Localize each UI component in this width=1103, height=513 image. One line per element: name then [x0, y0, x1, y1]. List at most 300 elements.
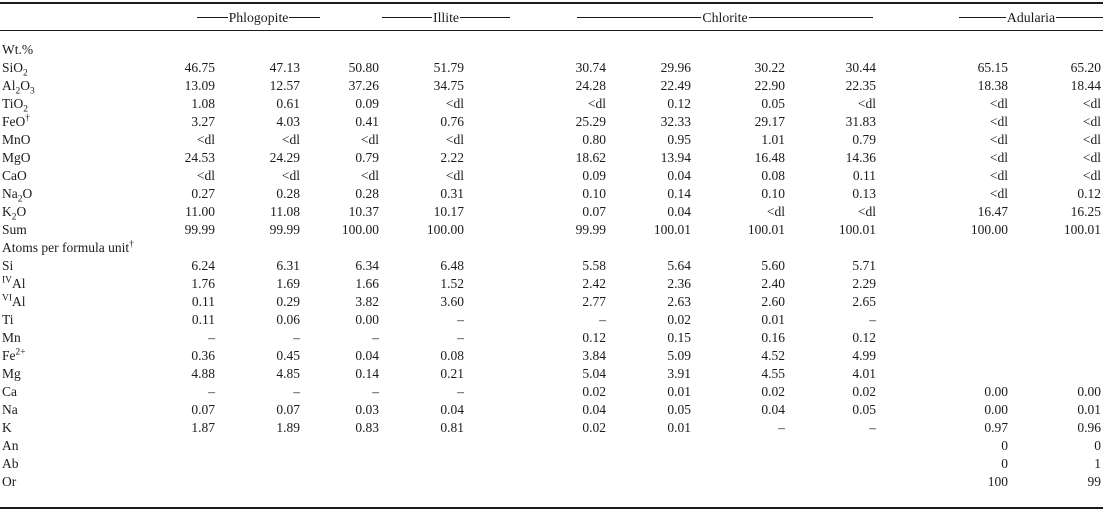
cell-value: 0.12: [852, 330, 876, 345]
cell-value: 32.33: [660, 114, 691, 129]
cell-value: [150, 455, 217, 473]
cell-value: 14.36: [845, 150, 876, 165]
cell-value: 30.74: [575, 60, 606, 75]
cell-value: [381, 41, 466, 59]
cell-value: 2.42: [582, 276, 606, 291]
row-label: Mn: [2, 330, 21, 345]
cell-value: 0.97: [984, 420, 1008, 435]
cell-value: 0.04: [582, 402, 606, 417]
cell-value: 0.03: [355, 402, 379, 417]
cell-value: 0.36: [191, 348, 215, 363]
cell-value: 99: [1087, 474, 1101, 489]
cell-value: 0.06: [276, 312, 300, 327]
cell-value: [878, 329, 1010, 347]
cell-value: 0.04: [355, 348, 379, 363]
cell-value: 11.08: [270, 204, 300, 219]
cell-value: 0.02: [761, 384, 785, 399]
cell-value: [150, 239, 217, 257]
cell-value: [787, 41, 878, 59]
cell-value: <dl: [281, 168, 300, 183]
cell-value: 6.48: [440, 258, 464, 273]
cell-value: 0.29: [276, 294, 300, 309]
cell-value: 29.96: [660, 60, 691, 75]
row-label: Ca: [2, 384, 17, 399]
cell-value: [693, 437, 787, 455]
cell-value: 0.05: [761, 96, 785, 111]
cell-value: 18.62: [575, 150, 606, 165]
cell-value: 47.13: [269, 60, 300, 75]
header-dash-line: [197, 17, 228, 18]
cell-value: [787, 473, 878, 491]
cell-value: [878, 239, 1010, 257]
table-row: [0, 455, 1103, 473]
cell-value: 5.71: [852, 258, 876, 273]
table-row: [0, 95, 1103, 113]
cell-value: 65.15: [977, 60, 1008, 75]
cell-value: 0.08: [761, 168, 785, 183]
cell-value: 0.01: [761, 312, 785, 327]
cell-value: <dl: [196, 168, 215, 183]
cell-value: –: [208, 330, 215, 345]
row-label: Mg: [2, 366, 21, 381]
cell-value: [302, 41, 381, 59]
cell-value: [878, 311, 1010, 329]
cell-value: 4.52: [761, 348, 785, 363]
cell-value: 16.47: [977, 204, 1008, 219]
cell-value: 100.01: [838, 222, 876, 237]
cell-value: [1010, 329, 1103, 347]
cell-value: 1.89: [276, 420, 300, 435]
header-rule: [0, 30, 1103, 31]
cell-value: <dl: [360, 132, 379, 147]
row-label: Or: [2, 474, 17, 489]
cell-value: [150, 437, 217, 455]
cell-value: 0.31: [440, 186, 464, 201]
cell-value: [1010, 257, 1103, 275]
cell-value: 0.02: [582, 384, 606, 399]
cell-value: –: [208, 384, 215, 399]
row-label: $^{VI}$Al: [2, 293, 26, 309]
cell-value: 0.02: [582, 420, 606, 435]
cell-value: 0.14: [355, 366, 379, 381]
group-label-adularia: Adularia: [1006, 10, 1056, 25]
header-dash-line: [577, 17, 701, 18]
cell-value: 0.13: [852, 186, 876, 201]
cell-value: 1.76: [191, 276, 215, 291]
cell-value: 0.61: [276, 96, 300, 111]
cell-value: 0.05: [852, 402, 876, 417]
row-label: $Fe^{2+}$: [2, 347, 26, 363]
cell-value: 4.99: [852, 348, 876, 363]
cell-value: 1.69: [276, 276, 300, 291]
cell-value: [878, 41, 1010, 59]
cell-value: 0.10: [761, 186, 785, 201]
cell-value: 0.07: [276, 402, 300, 417]
section-row: [0, 239, 1103, 257]
table-row: [0, 419, 1103, 437]
cell-value: 0.21: [440, 366, 464, 381]
cell-value: [608, 455, 693, 473]
table-row: [0, 311, 1103, 329]
row-label: Si: [2, 258, 14, 273]
cell-value: 6.24: [191, 258, 215, 273]
cell-value: 0.00: [984, 384, 1008, 399]
cell-value: 18.44: [1070, 78, 1101, 93]
cell-value: <dl: [857, 204, 876, 219]
column-group-chlorite: [577, 8, 873, 27]
cell-value: –: [457, 312, 464, 327]
cell-value: 100.00: [970, 222, 1008, 237]
cell-value: 0.08: [440, 348, 464, 363]
cell-value: [466, 437, 608, 455]
cell-value: [381, 437, 466, 455]
cell-value: [1010, 41, 1103, 59]
cell-value: 0.02: [667, 312, 691, 327]
cell-value: [217, 437, 302, 455]
cell-value: –: [599, 312, 606, 327]
cell-value: <dl: [281, 132, 300, 147]
cell-value: [878, 347, 1010, 365]
cell-value: [787, 455, 878, 473]
cell-value: 5.04: [582, 366, 606, 381]
cell-value: 3.27: [191, 114, 215, 129]
cell-value: 6.31: [276, 258, 300, 273]
cell-value: 11.00: [185, 204, 215, 219]
cell-value: 99.99: [184, 222, 215, 237]
cell-value: 4.85: [276, 366, 300, 381]
cell-value: 3.91: [667, 366, 691, 381]
table-row: [0, 149, 1103, 167]
cell-value: 0.16: [761, 330, 785, 345]
column-group-adularia: [959, 8, 1103, 27]
cell-value: [1010, 365, 1103, 383]
row-label: MnO: [2, 132, 31, 147]
cell-value: 5.58: [582, 258, 606, 273]
cell-value: <dl: [445, 132, 464, 147]
row-label: MgO: [2, 150, 31, 165]
cell-value: 2.36: [667, 276, 691, 291]
row-label: FeO†: [2, 113, 30, 129]
row-label: K: [2, 420, 12, 435]
table-body: [0, 41, 1103, 491]
cell-value: 0.11: [191, 312, 215, 327]
table-row: [0, 329, 1103, 347]
cell-value: 24.53: [184, 150, 215, 165]
cell-value: 0.00: [1077, 384, 1101, 399]
cell-value: 2.22: [440, 150, 464, 165]
cell-value: [787, 239, 878, 257]
cell-value: [302, 455, 381, 473]
column-group-illite: [382, 8, 510, 27]
cell-value: 0: [1094, 438, 1101, 453]
cell-value: [381, 239, 466, 257]
row-label: $Na_2O$: [2, 186, 33, 205]
cell-value: 100.01: [747, 222, 785, 237]
table-row: [0, 113, 1103, 131]
cell-value: 0.09: [582, 168, 606, 183]
cell-value: [150, 473, 217, 491]
table-row: [0, 131, 1103, 149]
cell-value: [1010, 239, 1103, 257]
top-rule: [0, 2, 1103, 4]
cell-value: 0.96: [1077, 420, 1101, 435]
cell-value: 100.00: [426, 222, 464, 237]
cell-value: <dl: [587, 96, 606, 111]
section-row: [0, 41, 1103, 59]
cell-value: [150, 41, 217, 59]
cell-value: [878, 365, 1010, 383]
cell-value: 25.29: [575, 114, 606, 129]
cell-value: [217, 239, 302, 257]
cell-value: 0.28: [276, 186, 300, 201]
cell-value: 4.03: [276, 114, 300, 129]
cell-value: [693, 239, 787, 257]
cell-value: 0.09: [355, 96, 379, 111]
cell-value: [381, 473, 466, 491]
table-row: [0, 185, 1103, 203]
cell-value: 3.84: [582, 348, 606, 363]
cell-value: 0.01: [667, 420, 691, 435]
cell-value: 1: [1094, 456, 1101, 471]
cell-value: –: [869, 420, 876, 435]
cell-value: 2.40: [761, 276, 785, 291]
cell-value: 99.99: [575, 222, 606, 237]
cell-value: [466, 455, 608, 473]
cell-value: [608, 437, 693, 455]
cell-value: [302, 239, 381, 257]
cell-value: 2.63: [667, 294, 691, 309]
cell-value: 18.38: [977, 78, 1008, 93]
cell-value: 0.11: [852, 168, 876, 183]
cell-value: –: [293, 330, 300, 345]
cell-value: [608, 41, 693, 59]
cell-value: 0.04: [440, 402, 464, 417]
table-row: [0, 401, 1103, 419]
cell-value: –: [372, 384, 379, 399]
cell-value: <dl: [1082, 150, 1101, 165]
cell-value: 0.12: [582, 330, 606, 345]
cell-value: 13.94: [660, 150, 691, 165]
cell-value: [217, 473, 302, 491]
cell-value: 24.29: [269, 150, 300, 165]
cell-value: –: [293, 384, 300, 399]
cell-value: 5.60: [761, 258, 785, 273]
cell-value: 16.25: [1070, 204, 1101, 219]
column-group-phlogopite: [197, 8, 320, 27]
cell-value: 13.09: [184, 78, 215, 93]
group-label-phlogopite: Phlogopite: [228, 10, 289, 25]
cell-value: 37.26: [348, 78, 379, 93]
row-label: SiO$_2$: [2, 60, 28, 79]
cell-value: 0.04: [667, 168, 691, 183]
cell-value: [466, 473, 608, 491]
cell-value: 34.75: [433, 78, 464, 93]
cell-value: 22.90: [754, 78, 785, 93]
cell-value: <dl: [989, 96, 1008, 111]
header-dash-line: [749, 17, 873, 18]
table-row: [0, 77, 1103, 95]
cell-value: <dl: [196, 132, 215, 147]
cell-value: 24.28: [575, 78, 606, 93]
cell-value: 0.95: [667, 132, 691, 147]
cell-value: 3.60: [440, 294, 464, 309]
group-label-chlorite: Chlorite: [702, 10, 748, 25]
cell-value: [693, 455, 787, 473]
cell-value: 0.00: [984, 402, 1008, 417]
row-label: Ti: [2, 312, 14, 327]
cell-value: <dl: [445, 168, 464, 183]
cell-value: 2.60: [761, 294, 785, 309]
cell-value: [608, 473, 693, 491]
cell-value: 46.75: [184, 60, 215, 75]
cell-value: 0.07: [582, 204, 606, 219]
cell-value: 0.80: [582, 132, 606, 147]
cell-value: [878, 275, 1010, 293]
cell-value: 10.17: [433, 204, 464, 219]
table-row: [0, 167, 1103, 185]
cell-value: 0.15: [667, 330, 691, 345]
table-row: [0, 257, 1103, 275]
cell-value: [1010, 311, 1103, 329]
row-label: CaO: [2, 168, 27, 183]
cell-value: 2.29: [852, 276, 876, 291]
cell-value: 0.05: [667, 402, 691, 417]
cell-value: 0.76: [440, 114, 464, 129]
row-label: Sum: [2, 222, 27, 237]
cell-value: [1010, 275, 1103, 293]
table-row: [0, 473, 1103, 491]
cell-value: 0.14: [667, 186, 691, 201]
cell-value: <dl: [989, 168, 1008, 183]
cell-value: [1010, 347, 1103, 365]
cell-value: [466, 41, 608, 59]
table-row: [0, 437, 1103, 455]
cell-value: [878, 257, 1010, 275]
cell-value: 31.83: [845, 114, 876, 129]
table-row: [0, 365, 1103, 383]
cell-value: [466, 239, 608, 257]
cell-value: <dl: [1082, 96, 1101, 111]
cell-value: –: [869, 312, 876, 327]
cell-value: 29.17: [754, 114, 785, 129]
cell-value: 0.02: [852, 384, 876, 399]
cell-value: 6.34: [355, 258, 379, 273]
cell-value: 0.27: [191, 186, 215, 201]
cell-value: [693, 41, 787, 59]
cell-value: 30.44: [845, 60, 876, 75]
header-dash-line: [289, 17, 320, 18]
cell-value: 1.66: [355, 276, 379, 291]
cell-value: [217, 41, 302, 59]
cell-value: 0.07: [191, 402, 215, 417]
table-row: [0, 203, 1103, 221]
cell-value: –: [457, 330, 464, 345]
row-label: $^{IV}$Al: [2, 275, 26, 291]
cell-value: –: [778, 420, 785, 435]
cell-value: 0.83: [355, 420, 379, 435]
row-label: $K_2O$: [2, 204, 27, 223]
cell-value: 10.37: [348, 204, 379, 219]
table-row: [0, 293, 1103, 311]
table-row: [0, 275, 1103, 293]
cell-value: 0.04: [761, 402, 785, 417]
cell-value: 0: [1001, 438, 1008, 453]
cell-value: 5.64: [667, 258, 691, 273]
cell-value: 50.80: [348, 60, 379, 75]
row-label: Wt.%: [2, 42, 34, 57]
table-row: [0, 347, 1103, 365]
cell-value: <dl: [360, 168, 379, 183]
cell-value: 0.04: [667, 204, 691, 219]
header-dash-line: [382, 17, 432, 18]
cell-value: 100.01: [1063, 222, 1101, 237]
cell-value: 4.55: [761, 366, 785, 381]
cell-value: 12.57: [269, 78, 300, 93]
cell-value: [608, 239, 693, 257]
cell-value: <dl: [445, 96, 464, 111]
cell-value: [878, 293, 1010, 311]
cell-value: 4.88: [191, 366, 215, 381]
bottom-rule: [0, 507, 1103, 509]
table-row: [0, 59, 1103, 77]
cell-value: 0.28: [355, 186, 379, 201]
cell-value: 0.01: [1077, 402, 1101, 417]
cell-value: [302, 437, 381, 455]
row-label: TiO$_2$: [2, 96, 28, 115]
cell-value: 30.22: [754, 60, 785, 75]
cell-value: 99.99: [269, 222, 300, 237]
row-label: $Al_2O_3$: [2, 78, 35, 97]
cell-value: 100.01: [653, 222, 691, 237]
cell-value: [787, 437, 878, 455]
cell-value: [302, 473, 381, 491]
row-label: An: [2, 438, 19, 453]
cell-value: 65.20: [1070, 60, 1101, 75]
composition-data-table: [0, 41, 1103, 491]
cell-value: 2.77: [582, 294, 606, 309]
group-label-illite: Illite: [432, 10, 460, 25]
header-dash-line: [1056, 17, 1103, 18]
cell-value: 1.01: [761, 132, 785, 147]
header-dash-line: [959, 17, 1006, 18]
cell-value: 100.00: [341, 222, 379, 237]
cell-value: 1.52: [440, 276, 464, 291]
cell-value: 0.12: [1077, 186, 1101, 201]
cell-value: 0.81: [440, 420, 464, 435]
cell-value: 0.41: [355, 114, 379, 129]
cell-value: [217, 455, 302, 473]
cell-value: [1010, 293, 1103, 311]
cell-value: –: [457, 384, 464, 399]
cell-value: 1.87: [191, 420, 215, 435]
cell-value: 22.35: [845, 78, 876, 93]
cell-value: [693, 473, 787, 491]
cell-value: 0.00: [355, 312, 379, 327]
cell-value: <dl: [989, 114, 1008, 129]
cell-value: <dl: [766, 204, 785, 219]
cell-value: 3.82: [355, 294, 379, 309]
cell-value: 0.10: [582, 186, 606, 201]
cell-value: 0.12: [667, 96, 691, 111]
cell-value: 0.79: [355, 150, 379, 165]
row-label: Ab: [2, 456, 19, 471]
row-label: Atoms per formula unit†: [2, 239, 134, 255]
cell-value: <dl: [1082, 168, 1101, 183]
cell-value: <dl: [1082, 132, 1101, 147]
cell-value: 22.49: [660, 78, 691, 93]
cell-value: <dl: [1082, 114, 1101, 129]
header-dash-line: [460, 17, 510, 18]
